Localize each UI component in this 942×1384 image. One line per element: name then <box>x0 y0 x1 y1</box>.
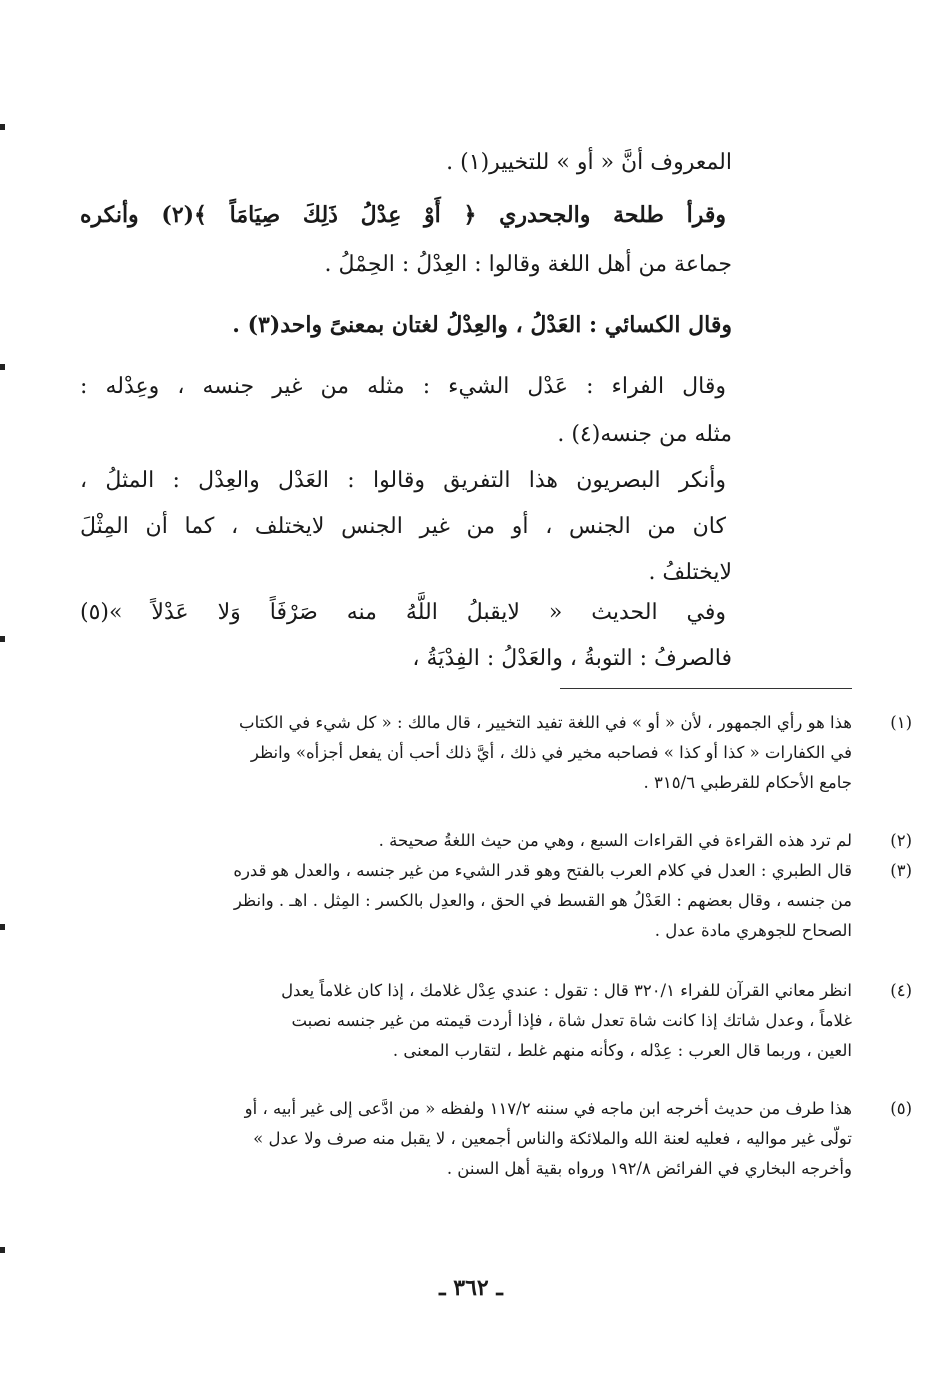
footnote-line: لم ترد هذه القراءة في القراءات السبع ، وهي من حيث اللغةُ صحيحة . <box>378 831 852 850</box>
body-line: فالصرفُ : التوبةُ ، والعَدْلُ : الفِدْيَةُ ، <box>412 646 732 671</box>
footnote-line: قال الطبري : العدل في كلام العرب بالفتح وهو قدر الشيء من غير جنسه ، والعدل هو قدره <box>233 861 852 880</box>
body-line: وأنكر البصريون هذا التفريق وقالوا : العَدْل والعِدْل : المثلُ ، <box>80 468 726 493</box>
footnote-number: (١) <box>890 713 912 732</box>
footnote <box>160 856 912 946</box>
footnote-line: هذا هو رأي الجمهور ، لأن « أو » في اللغة تفيد التخيير ، قال مالك : « كل شيء في الكتاب <box>239 713 852 732</box>
footnote-line: وأخرجه البخاري في الفرائض ١٩٢/٨ ورواه بقية أهل السنن . <box>446 1159 852 1178</box>
body-line: وفي الحديث « لايقبلُ اللَّهُ منه صَرْفَاً وَلا عَدْلاً »(٥) <box>80 600 726 625</box>
footnote-line: غلاماً ، وعدل شاتك إذا كانت شاة تعدل شاة ، فإذا أردت قيمته من غير جنسه نصبت <box>291 1011 852 1030</box>
body-line: المعروف أنَّ « أو » للتخيير(١) . <box>446 150 732 175</box>
page-number: ـ ٣٦٢ ـ <box>439 1275 503 1301</box>
body-line: وقال الفراء : عَدْل الشيء : مثله من غير جنسه ، وعِدْله : <box>80 374 726 399</box>
body-line: لايختلفُ . <box>648 560 732 585</box>
margin-mark <box>0 1247 5 1253</box>
footnote-line: العين ، وربما قال العرب : عِدْله ، وكأنه منهم غلط ، لتقارب المعنى . <box>392 1041 852 1060</box>
footnote-number: (٤) <box>890 981 912 1000</box>
footnote <box>160 1094 912 1184</box>
footnote <box>160 826 912 856</box>
footnote-line: جامع الأحكام للقرطبي ٣١٥/٦ . <box>643 773 852 792</box>
footnote-line: الصحاح للجوهري مادة عدل . <box>654 921 852 940</box>
footnote-line: هذا طرف من حديث أخرجه ابن ماجه في سننه ١١٧/٢ ولفظه « من ادَّعى إلى غير أبيه ، أو <box>244 1099 852 1118</box>
body-line: جماعة من أهل اللغة وقالوا : العِدْلُ : الحِمْلُ . <box>324 252 732 277</box>
footnote-number: (٥) <box>890 1099 912 1118</box>
footnote-number: (٣) <box>890 861 912 880</box>
footnote <box>160 708 912 798</box>
margin-mark <box>0 364 5 370</box>
footnote-number: (٢) <box>890 831 912 850</box>
margin-mark <box>0 924 5 930</box>
footnote <box>160 976 912 1066</box>
body-line: وقرأ طلحة والجحدري ﴿ أَوْ عِدْلُ ذَلِكَ صِيَامَاً ﴾(٢) وأنكره <box>80 202 726 228</box>
body-line: كان من الجنس ، أو من غير الجنس لايختلف ، كما أن المِثْلَ <box>80 514 726 539</box>
body-line: وقال الكسائي : العَدْلُ ، والعِدْلُ لغتان بمعنىً واحد(٣) . <box>232 312 732 338</box>
footnote-line: تولّى غير مواليه ، فعليه لعنة الله والملائكة والناس أجمعين ، لا يقبل منه صرف ولا عدل » <box>253 1129 852 1148</box>
body-line: مثله من جنسه(٤) . <box>557 422 732 447</box>
footnote-line: في الكفارات « كذا أو كذا » فصاحبه مخير في ذلك ، أيَّ ذلك أحب أن يفعل أجزأه» وانظر <box>250 743 852 762</box>
footnote-line: انظر معاني القرآن للفراء ٣٢٠/١ قال : تقول : عندي عِدْل غلامك ، إذا كان غلاماً يعدل <box>281 981 852 1000</box>
footnote-separator <box>560 688 852 689</box>
margin-mark <box>0 124 5 130</box>
footnote-line: من جنسه ، وقال بعضهم : العَدْلُ هو القسط في الحق ، والعدِل بالكسر : المِثل . اهـ . وانظر <box>233 891 852 910</box>
margin-mark <box>0 636 5 642</box>
